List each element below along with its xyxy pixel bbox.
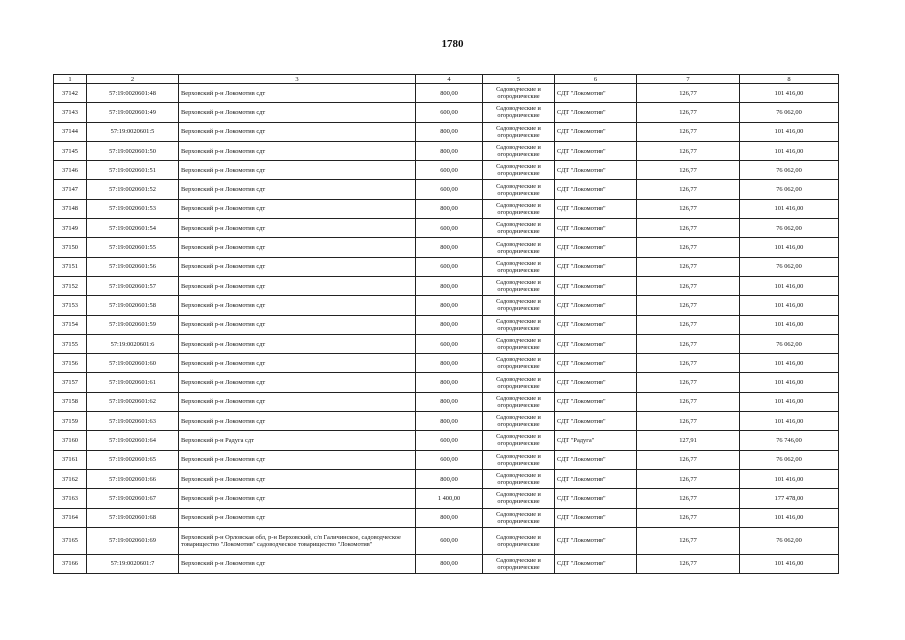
rate-cell: 126,77 [637,103,740,122]
cadastral-number-cell: 57:19:0020601:50 [87,141,179,160]
cadastral-value-cell: 101 416,00 [740,392,839,411]
location-cell: Верховский р-н Орловская обл, р-н Верховский, с/п Галичинское, садоводческое товарищество "Локомотив" садоводческое товарищество "Локомотив" [179,527,416,554]
table-row [54,199,839,218]
table-row [54,527,839,554]
land-use-text: огороднические [497,131,540,139]
area-cell: 600,00 [416,103,483,122]
land-use-cell [483,392,555,411]
record-number-cell: 37160 [54,431,87,450]
rate-cell: 126,77 [637,508,740,527]
column-header: 1 [54,75,87,84]
cadastral-value-cell: 76 062,00 [740,180,839,199]
owner-cell: СДТ "Локомотив" [555,508,637,527]
owner-cell: СДТ "Локомотив" [555,161,637,180]
column-number-row [54,75,839,84]
owner-cell: СДТ "Локомотив" [555,412,637,431]
land-use-text: Садоводческие и [496,556,541,564]
owner-cell: СДТ "Локомотив" [555,554,637,573]
cadastral-number-cell: 57:19:0020601:59 [87,315,179,334]
area-cell: 800,00 [416,199,483,218]
cadastral-number-cell: 57:19:0020601:61 [87,373,179,392]
land-use-text: Садоводческие и [496,298,541,306]
table-row [54,554,839,573]
cadastral-value-cell: 101 416,00 [740,508,839,527]
owner-cell: СДТ "Локомотив" [555,450,637,469]
land-use-text: огороднические [497,479,540,487]
table-row [54,276,839,295]
record-number-cell: 37142 [54,84,87,103]
cadastral-value-cell: 101 416,00 [740,354,839,373]
table-row [54,296,839,315]
column-header: 8 [740,75,839,84]
cadastral-number-cell: 57:19:0020601:65 [87,450,179,469]
land-use-cell [483,469,555,488]
land-use-text: огороднические [497,324,540,332]
land-use-text: Садоводческие и [496,221,541,229]
cadastral-value-cell: 101 416,00 [740,199,839,218]
location-cell: Верховский р-н Локомотив сдт [179,103,416,122]
area-cell: 600,00 [416,180,483,199]
location-cell: Верховский р-н Локомотив сдт [179,219,416,238]
land-use-text: огороднические [497,228,540,236]
owner-cell: СДТ "Локомотив" [555,296,637,315]
table-row [54,334,839,353]
area-cell: 600,00 [416,450,483,469]
cadastral-value-cell: 101 416,00 [740,315,839,334]
land-use-text: Садоводческие и [496,201,541,209]
land-use-text: Садоводческие и [496,337,541,344]
location-cell: Верховский р-н Локомотив сдт [179,141,416,160]
land-use-cell [483,527,555,554]
rate-cell: 126,77 [637,276,740,295]
location-cell: Верховский р-н Локомотив сдт [179,276,416,295]
area-cell: 800,00 [416,508,483,527]
area-cell: 800,00 [416,392,483,411]
table-row [54,489,839,508]
land-use-cell [483,84,555,103]
owner-cell: СДТ "Локомотив" [555,103,637,122]
location-cell: Верховский р-н Локомотив сдт [179,354,416,373]
land-use-text: Садоводческие и [496,510,541,518]
cadastral-value-cell: 76 062,00 [740,161,839,180]
cadastral-value-cell: 101 416,00 [740,276,839,295]
cadastral-value-cell: 101 416,00 [740,412,839,431]
table-row [54,103,839,122]
cadastral-number-cell: 57:19:0020601:58 [87,296,179,315]
rate-cell: 126,77 [637,199,740,218]
land-use-text: Садоводческие и [496,124,541,132]
record-number-cell: 37145 [54,141,87,160]
cadastral-number-cell: 57:19:0020601:60 [87,354,179,373]
table-row [54,219,839,238]
record-number-cell: 37159 [54,412,87,431]
column-header: 4 [416,75,483,84]
land-use-text: огороднические [497,305,540,313]
owner-cell: СДТ "Локомотив" [555,180,637,199]
land-use-text: Садоводческие и [496,259,541,267]
land-use-cell [483,296,555,315]
rate-cell: 127,91 [637,431,740,450]
owner-cell: СДТ "Локомотив" [555,392,637,411]
area-cell: 600,00 [416,431,483,450]
column-header: 6 [555,75,637,84]
record-number-cell: 37163 [54,489,87,508]
area-cell: 600,00 [416,219,483,238]
area-cell: 800,00 [416,354,483,373]
rate-cell: 126,77 [637,392,740,411]
area-cell: 800,00 [416,315,483,334]
land-use-text: Садоводческие и [496,394,541,402]
location-cell: Верховский р-н Локомотив сдт [179,296,416,315]
cadastral-value-cell: 177 478,00 [740,489,839,508]
table-row [54,450,839,469]
area-cell: 600,00 [416,527,483,554]
land-use-cell [483,334,555,353]
location-cell: Верховский р-н Локомотив сдт [179,334,416,353]
rate-cell: 126,77 [637,219,740,238]
cadastral-number-cell: 57:19:0020601:51 [87,161,179,180]
land-use-text: Садоводческие и [496,452,541,460]
record-number-cell: 37153 [54,296,87,315]
cadastral-number-cell: 57:19:0020601:54 [87,219,179,238]
cadastral-value-cell: 101 416,00 [740,373,839,392]
cadastral-value-cell: 76 062,00 [740,219,839,238]
cadastral-value-cell: 76 746,00 [740,431,839,450]
land-use-text: огороднические [497,151,540,159]
land-use-cell [483,257,555,276]
table-row [54,354,839,373]
land-use-text: Садоводческие и [496,433,541,441]
record-number-cell: 37157 [54,373,87,392]
rate-cell: 126,77 [637,469,740,488]
table-header [54,75,839,84]
cadastral-value-cell: 76 062,00 [740,103,839,122]
owner-cell: СДТ "Радуга" [555,431,637,450]
cadastral-number-cell: 57:19:0020601:67 [87,489,179,508]
location-cell: Верховский р-н Локомотив сдт [179,180,416,199]
cadastral-number-cell: 57:19:0020601:55 [87,238,179,257]
table-row [54,84,839,103]
record-number-cell: 37151 [54,257,87,276]
location-cell: Верховский р-н Локомотив сдт [179,489,416,508]
area-cell: 800,00 [416,141,483,160]
land-use-cell [483,373,555,392]
record-number-cell: 37156 [54,354,87,373]
location-cell: Верховский р-н Локомотив сдт [179,84,416,103]
table-row [54,508,839,527]
location-cell: Верховский р-н Локомотив сдт [179,508,416,527]
land-use-text: огороднические [497,363,540,371]
area-cell: 600,00 [416,161,483,180]
land-use-text: Садоводческие и [496,317,541,325]
land-use-text: огороднические [497,247,540,255]
table-row [54,315,839,334]
rate-cell: 126,77 [637,412,740,431]
land-use-text: огороднические [497,382,540,390]
area-cell: 800,00 [416,84,483,103]
land-use-text: огороднические [497,93,540,101]
table-body [54,84,839,574]
cadastral-number-cell: 57:19:0020601:5 [87,122,179,141]
record-number-cell: 37166 [54,554,87,573]
cadastral-value-cell: 101 416,00 [740,554,839,573]
cadastral-value-cell: 101 416,00 [740,141,839,160]
column-header: 3 [179,75,416,84]
location-cell: Верховский р-н Локомотив сдт [179,412,416,431]
area-cell: 800,00 [416,276,483,295]
land-use-cell [483,219,555,238]
area-cell: 600,00 [416,257,483,276]
location-cell: Верховский р-н Локомотив сдт [179,199,416,218]
land-use-text: Садоводческие и [496,182,541,190]
land-use-cell [483,315,555,334]
land-use-cell [483,180,555,199]
land-use-text: огороднические [497,208,540,216]
location-cell: Верховский р-н Радуга сдт [179,431,416,450]
owner-cell: СДТ "Локомотив" [555,122,637,141]
location-cell: Верховский р-н Локомотив сдт [179,257,416,276]
land-use-cell [483,554,555,573]
record-number-cell: 37150 [54,238,87,257]
table-row [54,373,839,392]
column-header: 7 [637,75,740,84]
cadastral-value-cell: 101 416,00 [740,122,839,141]
land-use-text: огороднические [497,440,540,448]
land-use-cell [483,354,555,373]
table-row [54,238,839,257]
location-cell: Верховский р-н Локомотив сдт [179,238,416,257]
land-registry-table [53,74,839,574]
cadastral-number-cell: 57:19:0020601:66 [87,469,179,488]
cadastral-number-cell: 57:19:0020601:52 [87,180,179,199]
land-use-text: Садоводческие и [496,356,541,364]
rate-cell: 126,77 [637,180,740,199]
cadastral-value-cell: 76 062,00 [740,334,839,353]
owner-cell: СДТ "Локомотив" [555,219,637,238]
cadastral-number-cell: 57:19:0020601:64 [87,431,179,450]
owner-cell: СДТ "Локомотив" [555,469,637,488]
location-cell: Верховский р-н Локомотив сдт [179,373,416,392]
column-header: 5 [483,75,555,84]
land-use-text: Садоводческие и [496,163,541,171]
cadastral-number-cell: 57:19:0020601:53 [87,199,179,218]
land-use-text: Садоводческие и [496,491,541,499]
land-use-text: Садоводческие и [496,375,541,383]
record-number-cell: 37146 [54,161,87,180]
cadastral-number-cell: 57:19:0020601:57 [87,276,179,295]
area-cell: 800,00 [416,554,483,573]
cadastral-number-cell: 57:19:0020601:7 [87,554,179,573]
area-cell: 800,00 [416,238,483,257]
land-use-cell [483,508,555,527]
area-cell: 800,00 [416,412,483,431]
owner-cell: СДТ "Локомотив" [555,489,637,508]
cadastral-value-cell: 101 416,00 [740,84,839,103]
area-cell: 800,00 [416,469,483,488]
land-use-cell [483,199,555,218]
owner-cell: СДТ "Локомотив" [555,373,637,392]
table-row [54,392,839,411]
cadastral-number-cell: 57:19:0020601:62 [87,392,179,411]
rate-cell: 126,77 [637,315,740,334]
land-use-text: огороднические [497,459,540,467]
area-cell: 800,00 [416,373,483,392]
rate-cell: 126,77 [637,354,740,373]
rate-cell: 126,77 [637,161,740,180]
record-number-cell: 37147 [54,180,87,199]
cadastral-number-cell: 57:19:0020601:6 [87,334,179,353]
rate-cell: 126,77 [637,238,740,257]
record-number-cell: 37158 [54,392,87,411]
rate-cell: 126,77 [637,334,740,353]
table-row [54,141,839,160]
record-number-cell: 37164 [54,508,87,527]
record-number-cell: 37148 [54,199,87,218]
land-use-text: огороднические [497,540,540,548]
land-use-cell [483,103,555,122]
record-number-cell: 37155 [54,334,87,353]
location-cell: Верховский р-н Локомотив сдт [179,469,416,488]
record-number-cell: 37143 [54,103,87,122]
land-use-cell [483,122,555,141]
land-use-text: огороднические [497,563,540,571]
land-use-text: Садоводческие и [496,105,541,113]
owner-cell: СДТ "Локомотив" [555,334,637,353]
location-cell: Верховский р-н Локомотив сдт [179,161,416,180]
land-use-cell [483,431,555,450]
table-row [54,469,839,488]
rate-cell: 126,77 [637,257,740,276]
column-header: 2 [87,75,179,84]
land-use-cell [483,238,555,257]
owner-cell: СДТ "Локомотив" [555,257,637,276]
land-use-text: Садоводческие и [496,86,541,94]
table-row [54,161,839,180]
owner-cell: СДТ "Локомотив" [555,141,637,160]
location-cell: Верховский р-н Локомотив сдт [179,392,416,411]
land-use-text: Садоводческие и [496,240,541,248]
rate-cell: 126,77 [637,122,740,141]
land-use-text: Садоводческие и [496,533,541,541]
cadastral-value-cell: 76 062,00 [740,450,839,469]
record-number-cell: 37161 [54,450,87,469]
land-use-text: Садоводческие и [496,279,541,287]
owner-cell: СДТ "Локомотив" [555,315,637,334]
land-use-text: огороднические [497,266,540,274]
cadastral-value-cell: 76 062,00 [740,527,839,554]
table-row [54,122,839,141]
cadastral-value-cell: 101 416,00 [740,469,839,488]
cadastral-number-cell: 57:19:0020601:69 [87,527,179,554]
cadastral-number-cell: 57:19:0020601:68 [87,508,179,527]
rate-cell: 126,77 [637,141,740,160]
cadastral-number-cell: 57:19:0020601:63 [87,412,179,431]
rate-cell: 126,77 [637,296,740,315]
rate-cell: 126,77 [637,527,740,554]
land-use-text: огороднические [497,517,540,525]
rate-cell: 126,77 [637,450,740,469]
location-cell: Верховский р-н Локомотив сдт [179,554,416,573]
record-number-cell: 37162 [54,469,87,488]
owner-cell: СДТ "Локомотив" [555,276,637,295]
owner-cell: СДТ "Локомотив" [555,199,637,218]
rate-cell: 126,77 [637,489,740,508]
owner-cell: СДТ "Локомотив" [555,238,637,257]
location-cell: Верховский р-н Локомотив сдт [179,122,416,141]
owner-cell: СДТ "Локомотив" [555,527,637,554]
land-use-text: огороднические [497,286,540,294]
cadastral-value-cell: 101 416,00 [740,296,839,315]
land-use-text: огороднические [497,498,540,506]
cadastral-value-cell: 101 416,00 [740,238,839,257]
rate-cell: 126,77 [637,84,740,103]
land-use-cell [483,161,555,180]
land-use-text: огороднические [497,421,540,429]
area-cell: 600,00 [416,334,483,353]
owner-cell: СДТ "Локомотив" [555,354,637,373]
land-use-cell [483,276,555,295]
land-use-text: огороднические [497,189,540,197]
land-use-text: Садоводческие и [496,414,541,422]
table-row [54,180,839,199]
land-use-text: огороднические [497,170,540,178]
land-use-cell [483,141,555,160]
area-cell: 800,00 [416,122,483,141]
record-number-cell: 37152 [54,276,87,295]
area-cell: 800,00 [416,296,483,315]
land-use-text: Садоводческие и [496,472,541,480]
land-use-cell [483,450,555,469]
land-use-text: огороднические [497,401,540,409]
land-use-text: огороднические [497,344,540,351]
land-use-text: Садоводческие и [496,144,541,152]
cadastral-number-cell: 57:19:0020601:56 [87,257,179,276]
record-number-cell: 37165 [54,527,87,554]
location-cell: Верховский р-н Локомотив сдт [179,315,416,334]
page-number: 1780 [441,38,464,50]
area-cell: 1 400,00 [416,489,483,508]
record-number-cell: 37154 [54,315,87,334]
table-row [54,257,839,276]
land-use-cell [483,412,555,431]
rate-cell: 126,77 [637,554,740,573]
cadastral-number-cell: 57:19:0020601:48 [87,84,179,103]
table-row [54,412,839,431]
land-use-text: огороднические [497,112,540,120]
owner-cell: СДТ "Локомотив" [555,84,637,103]
cadastral-value-cell: 76 062,00 [740,257,839,276]
table-row [54,431,839,450]
cadastral-number-cell: 57:19:0020601:49 [87,103,179,122]
record-number-cell: 37144 [54,122,87,141]
record-number-cell: 37149 [54,219,87,238]
location-cell: Верховский р-н Локомотив сдт [179,450,416,469]
rate-cell: 126,77 [637,373,740,392]
land-use-cell [483,489,555,508]
